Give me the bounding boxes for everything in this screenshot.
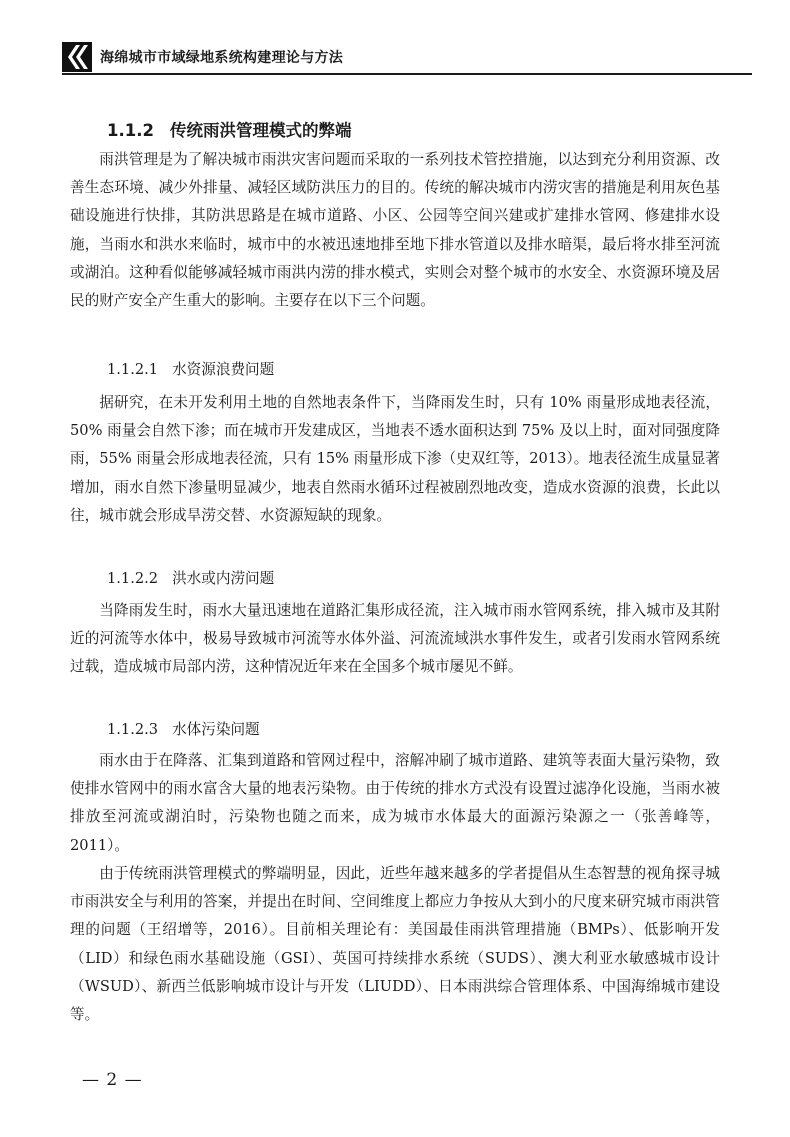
subsection-number: 1.1.2.1 [107,361,159,378]
intro-paragraph: 雨洪管理是为了解决城市雨洪灾害问题而采取的一系列技术管控措施，以达到充分利用资源、改善生态环境、减少外排量、减轻区域防洪压力的目的。传统的解决城市内涝灾害的措施是利用灰色基础设施进行快排，其防洪思路是在城市道路、小区、公园等空间兴建或扩建排水管网、修建排水设施，当雨水和洪水来临时，城市中的水被迅速地排至地下排水管道以及排水暗渠，最后将水排至河流或湖泊。这种看似能够减轻城市雨洪内涝的排水模式，实则会对整个城市的水安全、水资源环境及居民的财产安全产生重大的影响。主要存在以下三个问题。 [70,151,720,310]
header-rule [62,73,752,75]
subsection-number: 1.1.2.2 [107,570,159,587]
section-title: 传统雨洪管理模式的弊端 [169,121,352,140]
section-heading [107,117,351,141]
subsection-heading-2 [107,565,274,593]
running-title: 海绵城市市域绿地系统构建理论与方法 [100,50,344,66]
paragraph-water-waste: 据研究，在未开发利用土地的自然地表条件下，当降雨发生时，只有 10% 雨量形成地表径流，50% 雨量会自然下渗；而在城市开发建成区，当地表不透水面积达到 75% 及以上时，面对同强度降雨，55% 雨量会形成地表径流，只有 15% 雨量形成下渗（史双红等，2013）。地表径流生成量显著增加，雨水自然下渗量明显减少，地表自然雨水循环过程被剧烈地改变，造成水资源的浪费，长此以往，城市就会形成旱涝交替、水资源短缺的现象。 [70,394,720,524]
paragraph-theories: 由于传统雨洪管理模式的弊端明显，因此，近些年越来越多的学者提倡从生态智慧的视角探寻城市雨洪安全与利用的答案，并提出在时间、空间维度上都应力争按从大到小的尺度来研究城市雨洪管理的问题（王绍增等，2016）。目前相关理论有：美国最佳雨洪管理措施（BMPs）、低影响开发（LID）和绿色雨水基础设施（GSI）、英国可持续排水系统（SUDS）、澳大利亚水敏感城市设计（WSUD）、新西兰低影响城市设计与开发（LIUDD）、日本雨洪综合管理体系、中国海绵城市建设等。 [70,865,720,1024]
running-header [62,42,752,72]
subsection-title: 洪水或内涝问题 [172,570,275,587]
subsection-heading-3 [107,716,260,744]
book-logo-icon [62,42,92,72]
subsection-title: 水资源浪费问题 [172,361,275,378]
paragraph-pollution: 雨水由于在降落、汇集到道路和管网过程中，溶解冲刷了城市道路、建筑等表面大量污染物，致使排水管网中的雨水富含大量的地表污染物。由于传统的排水方式没有设置过滤净化设施，当雨水被排放至河流或湖泊时，污染物也随之而来，成为城市水体最大的面源污染源之一（张善峰等，2011）。 [70,752,720,854]
subsection-number: 1.1.2.3 [107,721,159,738]
subsection-title: 水体污染问题 [172,721,260,738]
page-number: — 2 — [82,1070,143,1090]
paragraph-flooding: 当降雨发生时，雨水大量迅速地在道路汇集形成径流，注入城市雨水管网系统，排入城市及其附近的河流等水体中，极易导致城市河流等水体外溢、河流流域洪水事件发生，或者引发雨水管网系统过载，造成城市局部内涝，这种情况近年来在全国多个城市屡见不鲜。 [70,602,720,676]
section-number: 1.1.2 [107,121,154,140]
subsection-heading-1 [107,356,274,384]
